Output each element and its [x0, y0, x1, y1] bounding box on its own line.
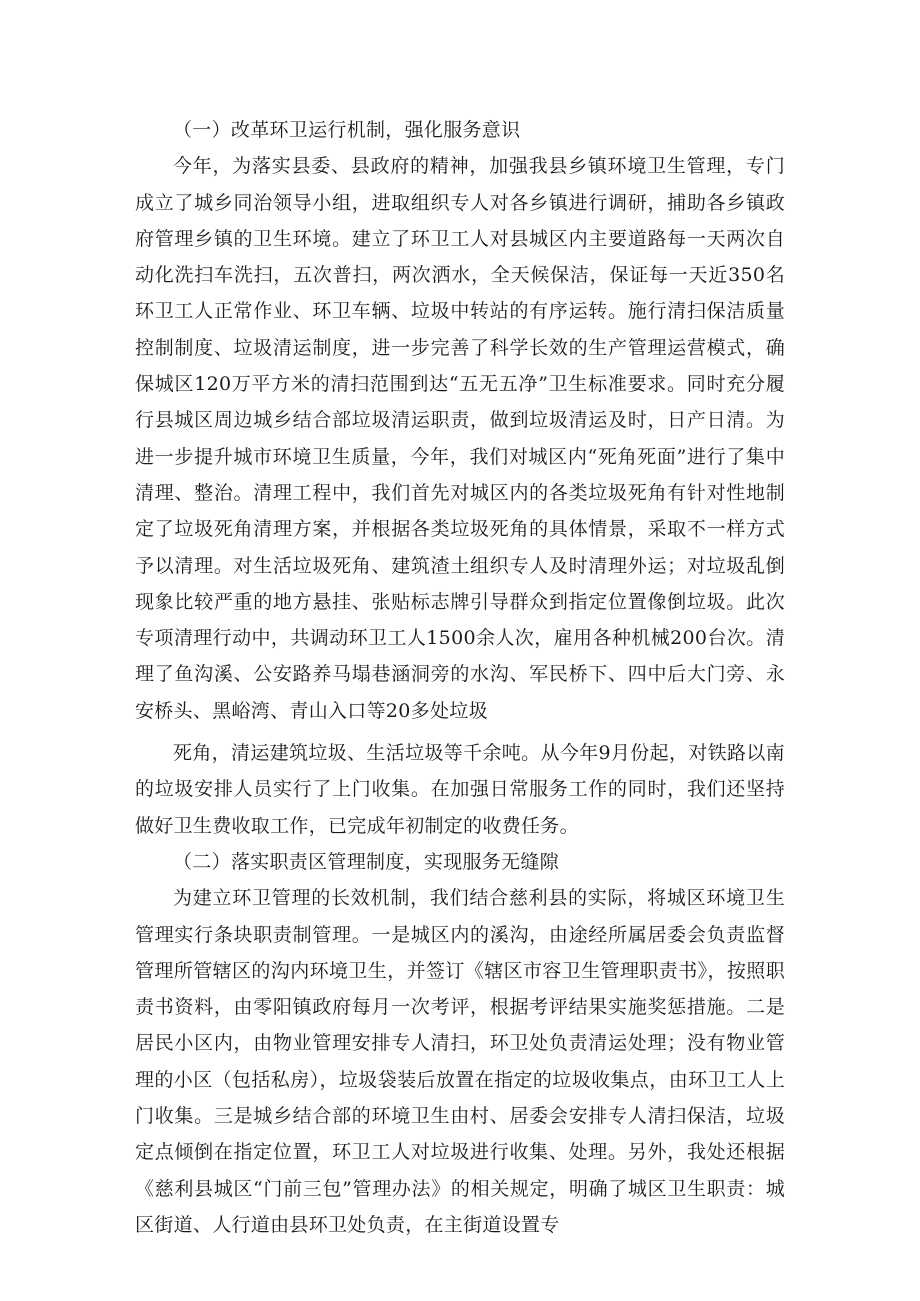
- section1-paragraph-1: 今年，为落实县委、县政府的精神，加强我县乡镇环境卫生管理，专门成立了城乡同治领导小组，进取组织专人对各乡镇进行调研，捕助各乡镇政府管理乡镇的卫生环境。建立了环卫工人对县城区内主要道路每一天两次自动化洗扫车洗扫，五次普扫，两次洒水，全天候保洁，保证每一天近350名环卫工人正常作业、环卫车辆、垃圾中转站的有序运转。施行清扫保洁质量控制制度、垃圾清运制度，进一步完善了科学长效的生产管理运营模式，确保城区120万平方米的清扫范围到达“五无五净”卫生标准要求。同时充分履行县城区周边城乡结合部垃圾清运职责，做到垃圾清运及时，日产日清。为进一步提升城市环境卫生质量，今年，我们对城区内“死角死面”进行了集中清理、整治。清理工程中，我们首先对城区内的各类垃圾死角有针对性地制定了垃圾死角清理方案，并根据各类垃圾死角的具体情景，采取不一样方式予以清理。对生活垃圾死角、建筑渣土组织专人及时清理外运；对垃圾乱倒现象比较严重的地方悬挂、张贴标志牌引导群众到指定位置像倒垃圾。此次专项清理行动中，共调动环卫工人1500余人次，雇用各种机械200台次。清理了鱼沟溪、公安路养马塌巷涵洞旁的水沟、军民桥下、四中后大门旁、永安桥头、黑峪湾、青山入口等20多处垃圾: [135, 155, 785, 722]
- section2-heading: （二）落实职责区管理制度，实现服务无缝隙: [173, 850, 560, 873]
- section2-paragraph-1: 为建立环卫管理的长效机制，我们结合慈利县的实际，将城区环境卫生管理实行条块职责制管理。一是城区内的溪沟，由途经所属居委会负责监督管理所管辖区的沟内环境卫生，并签订《辖区市容卫生管理职责书》，按照职责书资料，由零阳镇政府每月一次考评，根据考评结果实施奖惩措施。二是居民小区内，由物业管理安排专人清扫，环卫处负责清运处理；没有物业管理的小区（包括私房），垃圾袋装后放置在指定的垃圾收集点，由环卫工人上门收集。三是城乡结合部的环境卫生由村、居委会安排专人清扫保洁，垃圾定点倾倒在指定位置，环卫工人对垃圾进行收集、处理。另外，我处还根据《慈利县城区“门前三包”管理办法》的相关规定，明确了城区卫生职责：城区街道、人行道由县环卫处负责，在主街道设置专: [135, 887, 785, 1236]
- section1-paragraph-2: 死角，清运建筑垃圾、生活垃圾等千余吨。从今年9月份起，对铁路以南的垃圾安排人员实行了上门收集。在加强日常服务工作的同时，我们还坚持做好卫生费收取工作，已完成年初制定的收费任务。: [135, 742, 785, 837]
- section1-heading: （一）改革环卫运行机制，强化服务意识: [173, 119, 521, 141]
- document-body: [135, 112, 785, 1243]
